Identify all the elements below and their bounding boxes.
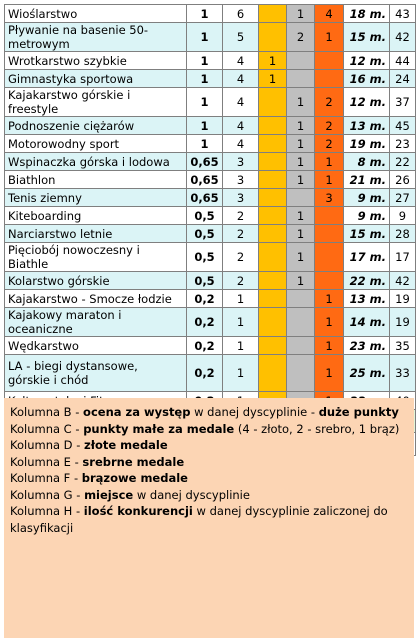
small-points: 1 (223, 355, 259, 392)
table-row (5, 153, 416, 171)
big-points: 1 (187, 135, 223, 153)
silver-medals (287, 337, 315, 355)
silver-medals: 1 (287, 135, 315, 153)
small-points: 2 (223, 225, 259, 243)
gold-medals (259, 23, 287, 52)
small-points: 4 (223, 117, 259, 135)
small-points: 4 (223, 70, 259, 88)
discipline-name: Tenis ziemny (5, 189, 187, 207)
bronze-medals: 2 (315, 88, 344, 117)
place: 13 m. (343, 290, 389, 308)
legend-line (10, 503, 408, 536)
bronze-medals (315, 70, 344, 88)
gold-medals (259, 135, 287, 153)
legend-term: złote medale (84, 438, 168, 452)
big-points: 0,2 (187, 308, 223, 337)
discipline-name: Kajakowy maraton i oceaniczne (5, 308, 187, 337)
small-points: 3 (223, 189, 259, 207)
place: 19 m. (343, 135, 389, 153)
gold-medals (259, 5, 287, 23)
discipline-name: Motorowodny sport (5, 135, 187, 153)
table-row (5, 308, 416, 337)
silver-medals: 1 (287, 272, 315, 290)
discipline-name: Biathlon (5, 171, 187, 189)
gold-medals (259, 272, 287, 290)
legend-desc: Kolumna C - (10, 421, 84, 436)
legend-line (10, 437, 408, 454)
competitions-count: 19 (389, 290, 415, 308)
legend-term: brązowe medale (81, 471, 188, 485)
silver-medals (287, 70, 315, 88)
legend-line (10, 470, 408, 487)
discipline-name: Wspinaczka górska i lodowa (5, 153, 187, 171)
place: 14 m. (343, 308, 389, 337)
legend-line (10, 404, 408, 421)
place: 15 m. (343, 23, 389, 52)
bronze-medals: 4 (315, 5, 344, 23)
competitions-count: 35 (389, 337, 415, 355)
table-row (5, 5, 416, 23)
silver-medals: 1 (287, 207, 315, 225)
table-body (5, 5, 416, 410)
discipline-name: Kolarstwo górskie (5, 272, 187, 290)
table-row (5, 290, 416, 308)
gold-medals (259, 207, 287, 225)
big-points: 0,5 (187, 243, 223, 272)
bronze-medals: 1 (315, 153, 344, 171)
discipline-name: LA - biegi dystansowe, górskie i chód (5, 355, 187, 392)
legend-desc: Kolumna B - (10, 405, 84, 419)
competitions-count: 23 (389, 135, 415, 153)
legend-desc: w danej dyscyplinie zaliczonej do klasyfikacji (10, 504, 388, 535)
discipline-name: Wędkarstwo (5, 337, 187, 355)
legend-desc: (4 - złoto, 2 - srebro, 1 brąz) (234, 421, 400, 436)
silver-medals: 1 (287, 5, 315, 23)
small-points: 1 (223, 290, 259, 308)
discipline-name: Pływanie na basenie 50-metrowym (5, 23, 187, 52)
place: 13 m. (343, 117, 389, 135)
table-row (5, 189, 416, 207)
place: 12 m. (343, 88, 389, 117)
big-points: 0,2 (187, 355, 223, 392)
table-row (5, 171, 416, 189)
legend-box (4, 398, 414, 638)
silver-medals (287, 290, 315, 308)
silver-medals (287, 355, 315, 392)
competitions-count: 27 (389, 189, 415, 207)
gold-medals (259, 189, 287, 207)
gold-medals (259, 225, 287, 243)
small-points: 2 (223, 207, 259, 225)
bronze-medals: 1 (315, 355, 344, 392)
big-points: 1 (187, 117, 223, 135)
competitions-count: 28 (389, 225, 415, 243)
small-points: 4 (223, 52, 259, 70)
competitions-count: 37 (389, 88, 415, 117)
gold-medals (259, 153, 287, 171)
big-points: 0,2 (187, 337, 223, 355)
legend-desc: w danej dyscyplinie - (190, 405, 319, 419)
table-row (5, 70, 416, 88)
competitions-count: 45 (389, 117, 415, 135)
gold-medals (259, 355, 287, 392)
bronze-medals (315, 207, 344, 225)
bronze-medals: 1 (315, 290, 344, 308)
legend-line (10, 421, 408, 438)
big-points: 1 (187, 23, 223, 52)
gold-medals: 1 (259, 70, 287, 88)
big-points: 0,5 (187, 207, 223, 225)
discipline-name: Wrotkarstwo szybkie (5, 52, 187, 70)
table-row (5, 207, 416, 225)
big-points: 1 (187, 88, 223, 117)
legend-term: ocena za występ (83, 405, 191, 419)
table-row (5, 272, 416, 290)
place: 8 m. (343, 153, 389, 171)
competitions-count: 43 (389, 5, 415, 23)
small-points: 2 (223, 272, 259, 290)
legend-line (10, 487, 408, 504)
gold-medals (259, 88, 287, 117)
silver-medals: 1 (287, 153, 315, 171)
gold-medals: 1 (259, 52, 287, 70)
medal-table (4, 4, 416, 456)
gold-medals (259, 337, 287, 355)
place: 21 m. (343, 171, 389, 189)
competitions-count: 44 (389, 52, 415, 70)
table-row (5, 88, 416, 117)
bronze-medals: 3 (315, 189, 344, 207)
big-points: 0,5 (187, 272, 223, 290)
place: 9 m. (343, 207, 389, 225)
competitions-count: 19 (389, 308, 415, 337)
place: 25 m. (343, 355, 389, 392)
small-points: 1 (223, 337, 259, 355)
place: 16 m. (343, 70, 389, 88)
bronze-medals: 2 (315, 117, 344, 135)
big-points: 1 (187, 5, 223, 23)
place: 15 m. (343, 225, 389, 243)
big-points: 1 (187, 52, 223, 70)
gold-medals (259, 290, 287, 308)
silver-medals (287, 52, 315, 70)
discipline-name: Gimnastyka sportowa (5, 70, 187, 88)
big-points: 0,65 (187, 189, 223, 207)
small-points: 3 (223, 153, 259, 171)
legend-term: ilość konkurencji (83, 504, 193, 518)
table-row (5, 117, 416, 135)
table-row (5, 355, 416, 392)
legend-term: srebrne medale (82, 454, 185, 469)
gold-medals (259, 117, 287, 135)
table-row (5, 337, 416, 355)
table-row (5, 225, 416, 243)
bronze-medals: 1 (315, 337, 344, 355)
place: 22 m. (343, 272, 389, 290)
place: 12 m. (343, 52, 389, 70)
silver-medals: 1 (287, 171, 315, 189)
legend-desc: Kolumna E - (10, 454, 83, 469)
small-points: 5 (223, 23, 259, 52)
small-points: 2 (223, 243, 259, 272)
table-row (5, 243, 416, 272)
competitions-count: 42 (389, 23, 415, 52)
bronze-medals: 1 (315, 308, 344, 337)
silver-medals: 1 (287, 225, 315, 243)
legend-desc: Kolumna F - (10, 471, 82, 485)
legend-desc: Kolumna G - (10, 487, 85, 502)
discipline-name: Podnoszenie ciężarów (5, 117, 187, 135)
discipline-name: Pięciobój nowoczesny i Biathle (5, 243, 187, 272)
gold-medals (259, 308, 287, 337)
bronze-medals: 1 (315, 23, 344, 52)
legend-desc: Kolumna D - (10, 438, 84, 452)
place: 17 m. (343, 243, 389, 272)
bronze-medals (315, 225, 344, 243)
gold-medals (259, 171, 287, 189)
place: 9 m. (343, 189, 389, 207)
small-points: 6 (223, 5, 259, 23)
legend-desc: Kolumna H - (10, 504, 84, 518)
table-row (5, 23, 416, 52)
small-points: 4 (223, 88, 259, 117)
bronze-medals: 1 (315, 171, 344, 189)
discipline-name: Narciarstwo letnie (5, 225, 187, 243)
bronze-medals (315, 272, 344, 290)
legend-term: punkty małe za medale (83, 421, 235, 436)
silver-medals (287, 189, 315, 207)
big-points: 0,65 (187, 153, 223, 171)
small-points: 1 (223, 308, 259, 337)
silver-medals (287, 308, 315, 337)
big-points: 1 (187, 70, 223, 88)
discipline-name: Kajakarstwo - Smocze łodzie (5, 290, 187, 308)
discipline-name: Wioślarstwo (5, 5, 187, 23)
place: 18 m. (343, 5, 389, 23)
competitions-count: 9 (389, 207, 415, 225)
legend-term: duże punkty (318, 405, 399, 419)
legend-text (10, 404, 408, 536)
place: 23 m. (343, 337, 389, 355)
competitions-count: 33 (389, 355, 415, 392)
legend-line (10, 454, 408, 471)
small-points: 3 (223, 171, 259, 189)
silver-medals: 1 (287, 117, 315, 135)
big-points: 0,2 (187, 290, 223, 308)
legend-term: miejsce (84, 487, 134, 502)
competitions-count: 24 (389, 70, 415, 88)
silver-medals: 1 (287, 88, 315, 117)
competitions-count: 17 (389, 243, 415, 272)
big-points: 0,65 (187, 171, 223, 189)
gold-medals (259, 243, 287, 272)
bronze-medals (315, 243, 344, 272)
legend-desc: w danej dyscyplinie (133, 487, 250, 502)
small-points: 4 (223, 135, 259, 153)
bronze-medals (315, 52, 344, 70)
table-row (5, 135, 416, 153)
big-points: 0,5 (187, 225, 223, 243)
competitions-count: 42 (389, 272, 415, 290)
bronze-medals: 2 (315, 135, 344, 153)
table-row (5, 52, 416, 70)
competitions-count: 26 (389, 171, 415, 189)
competitions-count: 22 (389, 153, 415, 171)
discipline-name: Kiteboarding (5, 207, 187, 225)
silver-medals: 1 (287, 243, 315, 272)
silver-medals: 2 (287, 23, 315, 52)
discipline-name: Kajakarstwo górskie i freestyle (5, 88, 187, 117)
